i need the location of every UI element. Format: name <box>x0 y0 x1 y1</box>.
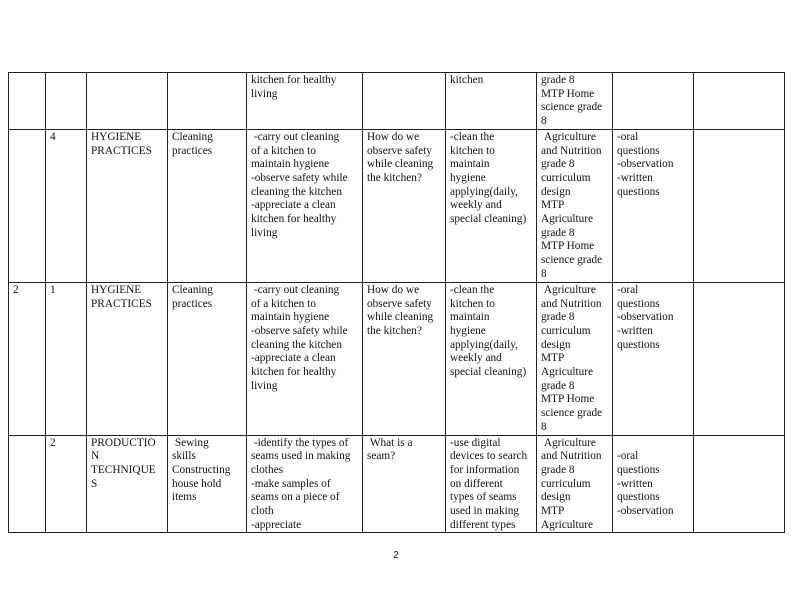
cell-lesson: 2 <box>46 435 87 533</box>
cell-lesson <box>46 73 87 130</box>
cell-outcomes: -carry out cleaning of a kitchen to maintain hygiene -observe safety while cleaning the kitchen -appreciate a clean kitchen for healthy living <box>247 129 363 282</box>
cell-reflection <box>694 129 785 282</box>
cell-experiences: kitchen <box>446 73 537 130</box>
cell-resources: Agriculture and Nutrition grade 8 curriculum design MTP Agriculture <box>537 435 613 533</box>
scheme-of-work-table <box>8 72 785 533</box>
cell-assessment: -oral questions -written questions -observation <box>613 435 694 533</box>
cell-resources: grade 8 MTP Home science grade 8 <box>537 73 613 130</box>
cell-assessment: -oral questions -observation -written questions <box>613 129 694 282</box>
cell-resources: Agriculture and Nutrition grade 8 curriculum design MTP Agriculture grade 8 MTP Home science grade 8 <box>537 282 613 435</box>
cell-inquiry <box>363 73 446 130</box>
cell-inquiry: How do we observe safety while cleaning the kitchen? <box>363 282 446 435</box>
cell-week <box>9 435 46 533</box>
cell-reflection <box>694 435 785 533</box>
cell-sub-strand: Sewing skills Constructing house hold items <box>168 435 247 533</box>
cell-lesson: 1 <box>46 282 87 435</box>
cell-experiences: -clean the kitchen to maintain hygiene applying(daily, weekly and special cleaning) <box>446 129 537 282</box>
cell-outcomes: kitchen for healthy living <box>247 73 363 130</box>
cell-experiences: -use digital devices to search for information on different types of seams used in making different types <box>446 435 537 533</box>
cell-assessment: -oral questions -observation -written questions <box>613 282 694 435</box>
cell-assessment <box>613 73 694 130</box>
cell-strand: PRODUCTIO N TECHNIQUE S <box>87 435 168 533</box>
cell-strand: HYGIENE PRACTICES <box>87 282 168 435</box>
cell-reflection <box>694 282 785 435</box>
cell-week <box>9 73 46 130</box>
page-number: 2 <box>393 550 399 561</box>
cell-outcomes: -identify the types of seams used in making clothes -make samples of seams on a piece of cloth -appreciate <box>247 435 363 533</box>
cell-strand <box>87 73 168 130</box>
cell-lesson: 4 <box>46 129 87 282</box>
cell-inquiry: How do we observe safety while cleaning the kitchen? <box>363 129 446 282</box>
table-row <box>9 435 785 533</box>
cell-strand: HYGIENE PRACTICES <box>87 129 168 282</box>
table-row <box>9 73 785 130</box>
cell-week <box>9 129 46 282</box>
cell-experiences: -clean the kitchen to maintain hygiene applying(daily, weekly and special cleaning) <box>446 282 537 435</box>
table-row <box>9 282 785 435</box>
cell-week: 2 <box>9 282 46 435</box>
cell-reflection <box>694 73 785 130</box>
cell-sub-strand <box>168 73 247 130</box>
cell-outcomes: -carry out cleaning of a kitchen to maintain hygiene -observe safety while cleaning the kitchen -appreciate a clean kitchen for healthy living <box>247 282 363 435</box>
cell-sub-strand: Cleaning practices <box>168 129 247 282</box>
cell-sub-strand: Cleaning practices <box>168 282 247 435</box>
cell-resources: Agriculture and Nutrition grade 8 curriculum design MTP Agriculture grade 8 MTP Home science grade 8 <box>537 129 613 282</box>
cell-inquiry: What is a seam? <box>363 435 446 533</box>
table-row <box>9 129 785 282</box>
